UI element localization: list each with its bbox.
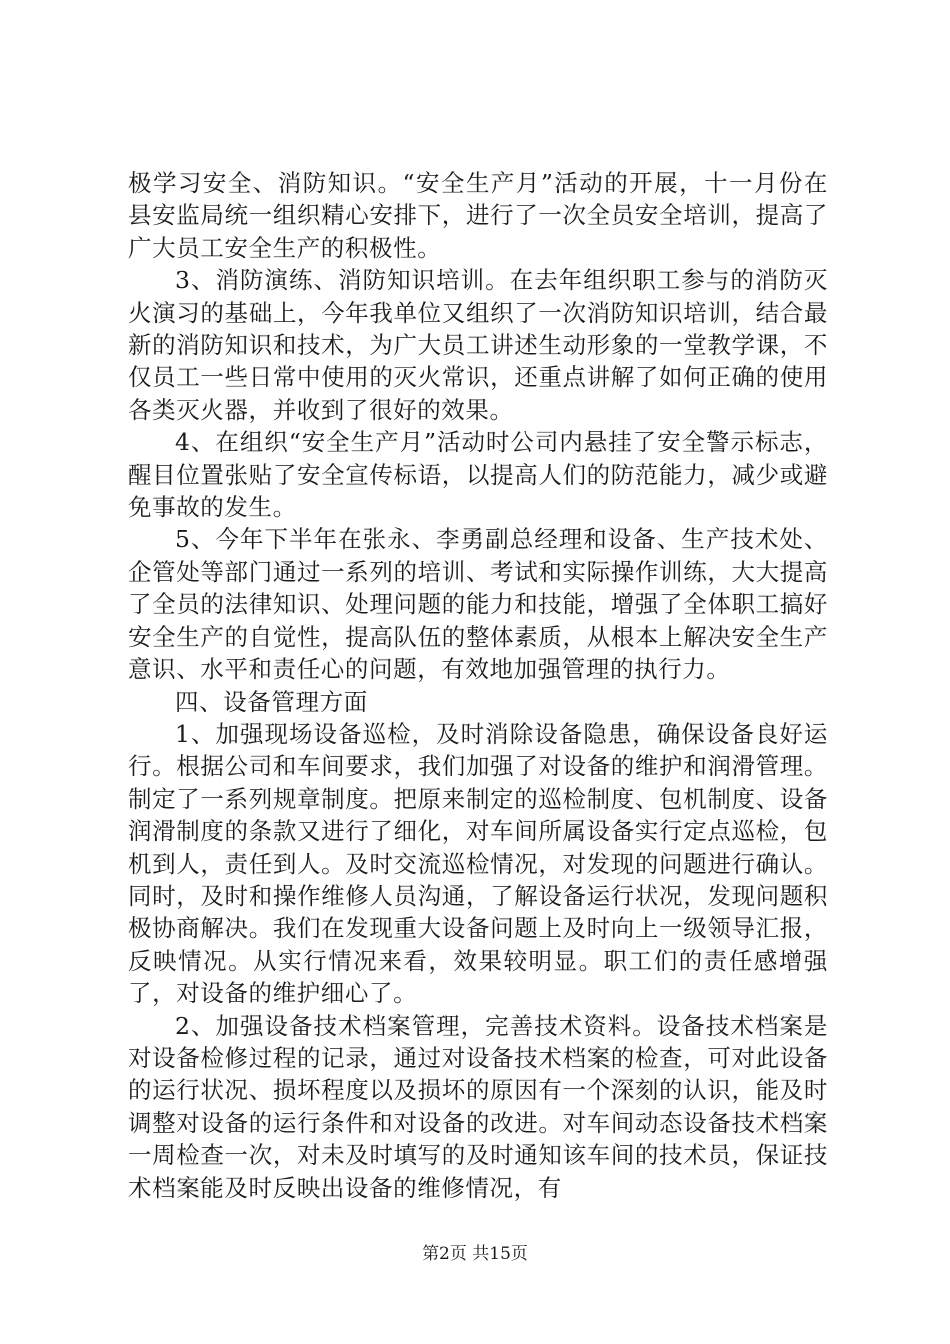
- page-number-footer: 第2页 共15页: [422, 1244, 528, 1264]
- paragraph-continuation: 极学习安全、消防知识。“安全生产月”活动的开展，十一月份在县安监局统一组织精心安排下，进行了一次全员安全培训，提高了广大员工安全生产的积极性。: [128, 169, 828, 262]
- paragraph-fire-drill-training: 3、消防演练、消防知识培训。在去年组织职工参与的消防灭火演习的基础上，今年我单位又组织了一次消防知识培训，结合最新的消防知识和技术，为广大员工讲述生动形象的一堂教学课，不仅员工一些日常中使用的灭火常识，还重点讲解了如何正确的使用各类灭火器，并收到了很好的效果。: [128, 266, 828, 424]
- paragraph-staff-training: 5、今年下半年在张永、李勇副总经理和设备、生产技术处、企管处等部门通过一系列的培训、考试和实际操作训练，大大提高了全员的法律知识、处理问题的能力和技能，增强了全体职工搞好安全生产的自觉性，提高队伍的整体素质，从根本上解决安全生产意识、水平和责任心的问题，有效地加强管理的执行力。: [128, 525, 828, 684]
- section-heading-equipment-management: 四、设备管理方面: [175, 687, 368, 716]
- paragraph-safety-signs: 4、在组织“安全生产月”活动时公司内悬挂了安全警示标志，醒目位置张贴了安全宣传标语，以提高人们的防范能力，减少或避免事故的发生。: [128, 428, 828, 522]
- paragraph-technical-archives: 2、加强设备技术档案管理，完善技术资料。设备技术档案是对设备检修过程的记录，通过对设备技术档案的检查，可对此设备的运行状况、损坏程度以及损坏的原因有一个深刻的认识，能及时调整对设备的运行条件和对设备的改进。对车间动态设备技术档案一周检查一次，对未及时填写的及时通知该车间的技术员，保证技术档案能及时反映出设备的维修情况，有: [128, 1011, 828, 1202]
- paragraph-equipment-inspection: 1、加强现场设备巡检，及时消除设备隐患，确保设备良好运行。根据公司和车间要求，我们加强了对设备的维护和润滑管理。制定了一系列规章制度。把原来制定的巡检制度、包机制度、设备润滑制度的条款又进行了细化，对车间所属设备实行定点巡检，包机到人，责任到人。及时交流巡检情况，对发现的问题进行确认。同时，及时和操作维修人员沟通，了解设备运行状况，发现问题积极协商解决。我们在发现重大设备问题上及时向上一级领导汇报，反映情况。从实行情况来看，效果较明显。职工们的责任感增强了，对设备的维护细心了。: [128, 719, 828, 1008]
- document-body: [128, 167, 828, 1204]
